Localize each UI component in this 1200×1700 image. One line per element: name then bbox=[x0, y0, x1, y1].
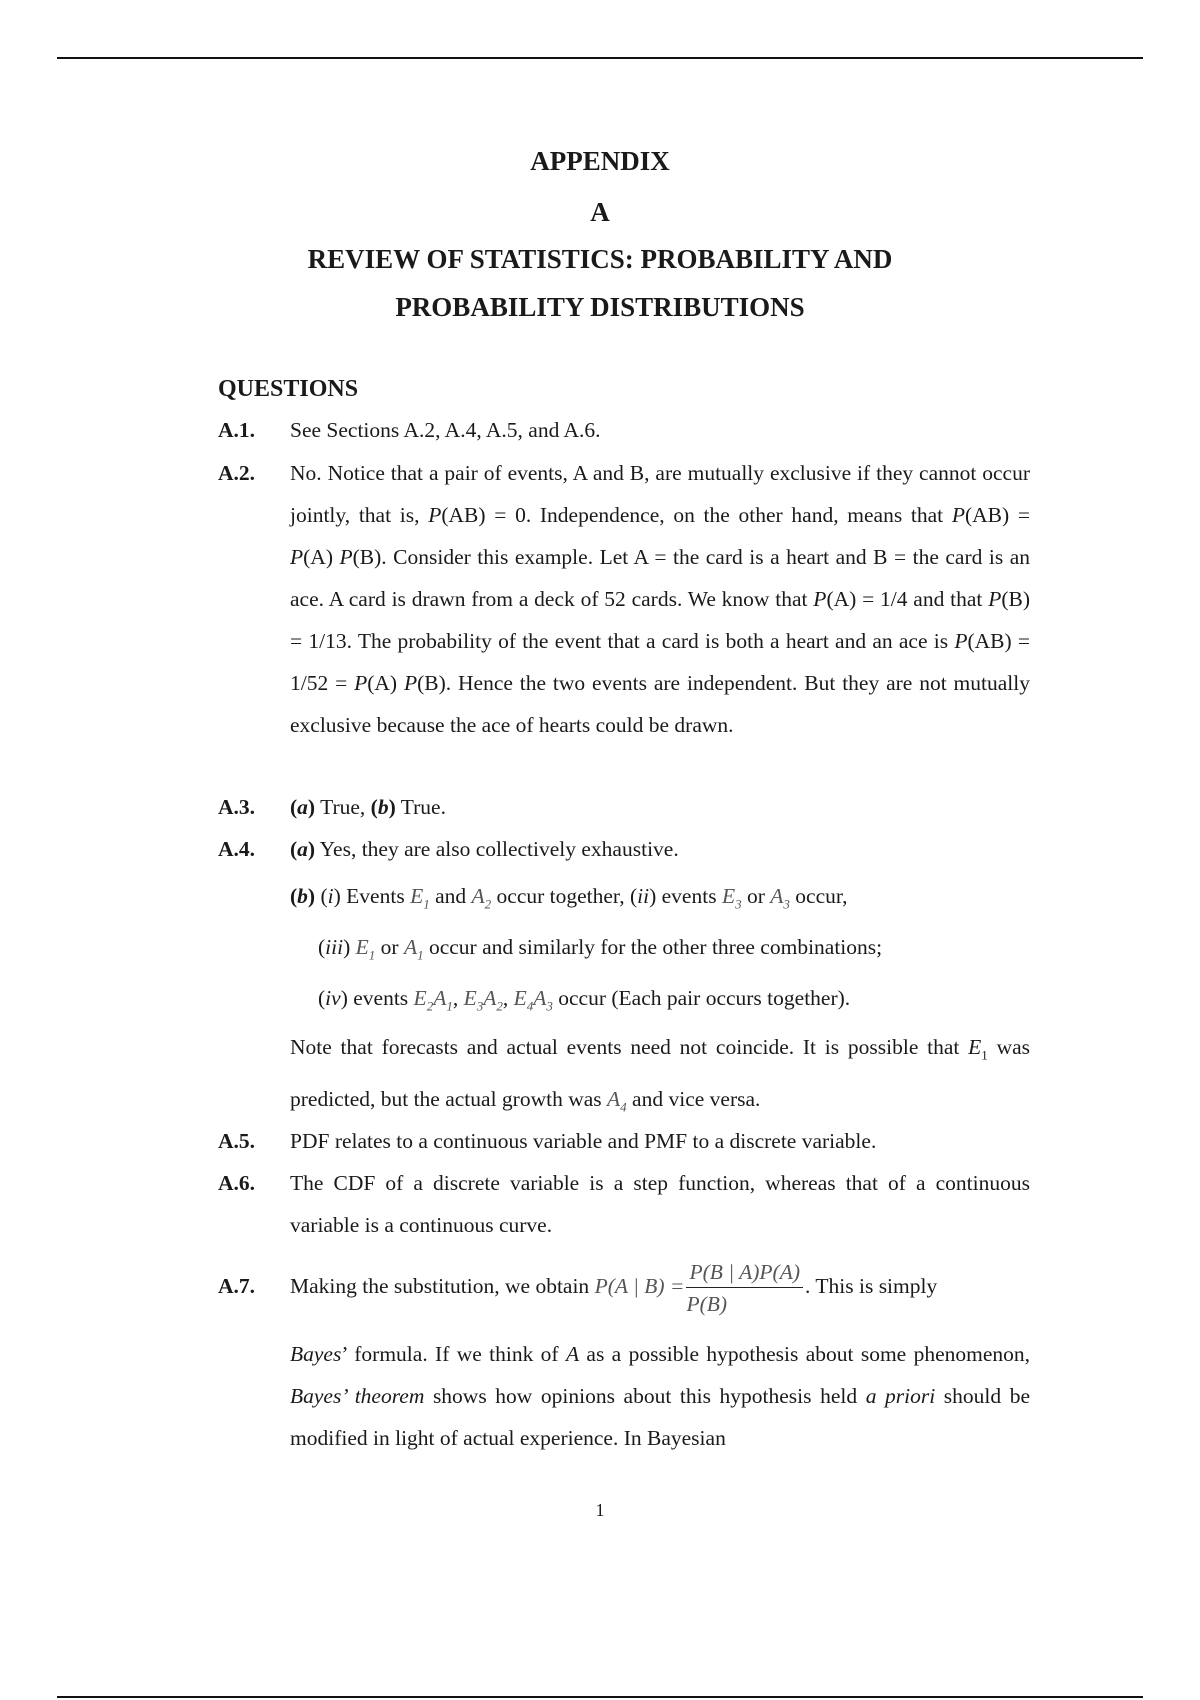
answer-text: PDF relates to a continuous variable and PMF to a discrete variable. bbox=[290, 1129, 877, 1153]
answer-a4 bbox=[218, 828, 1030, 870]
answer-number: A.4. bbox=[218, 837, 256, 861]
answer-a7-first-line bbox=[218, 1256, 1030, 1317]
answer-a3 bbox=[218, 786, 1030, 828]
chapter-title-line-1: REVIEW OF STATISTICS: PROBABILITY AND bbox=[307, 244, 893, 274]
answer-number: A.6. bbox=[218, 1171, 256, 1195]
answer-text: See Sections A.2, A.4, A.5, and A.6. bbox=[290, 418, 601, 442]
answer-a2 bbox=[218, 452, 1030, 746]
answer-text: Making the substitution, we obtain P(A | B) = $\frac{P(B | A)P(A)}{P(B)}$ . This is simply bbox=[290, 1260, 938, 1317]
bayes-fraction: $\frac{P(B | A)P(A)}{P(B)}$ bbox=[686, 1259, 803, 1317]
answer-a4-part-b-line-3: (iv) events $E_2A_1$, $E_3A_2$, $E_4A_3$ occur (Each pair occurs together). bbox=[318, 986, 851, 1014]
chapter-title-line-2: PROBABILITY DISTRIBUTIONS bbox=[395, 292, 805, 322]
answer-number: A.5. bbox=[218, 1129, 256, 1153]
answer-number: A.1. bbox=[218, 418, 256, 442]
answer-number: A.2. bbox=[218, 461, 256, 485]
answer-a5 bbox=[218, 1120, 1030, 1162]
answer-a4-note bbox=[218, 1025, 1030, 1130]
top-rule bbox=[57, 57, 1143, 59]
answer-a4-part-b-line-1: (b) (i) Events $E_1$ and $A_2$ occur together, (ii) events $E_3$ or $A_3$ occur, bbox=[290, 884, 848, 912]
answer-a7-continued bbox=[218, 1333, 1030, 1459]
answer-a1 bbox=[218, 409, 1030, 451]
appendix-letter: A bbox=[590, 197, 610, 227]
answer-text: (a) True, (b) True. bbox=[290, 795, 446, 819]
questions-title: QUESTIONS bbox=[218, 376, 359, 402]
appendix-heading: APPENDIX bbox=[530, 146, 670, 176]
bottom-rule bbox=[57, 1696, 1143, 1698]
answer-note-text: Note that forecasts and actual events need not coincide. It is possible that $E_1$ was predicted, but the actual growth was $A_4$ and vice versa. bbox=[290, 1035, 1030, 1115]
answer-a4-part-b-line-2: (iii) $E_1$ or $A_1$ occur and similarly for the other three combinations; bbox=[318, 935, 883, 963]
answer-a6 bbox=[218, 1162, 1030, 1246]
answer-number: A.3. bbox=[218, 795, 256, 819]
answer-number: A.7. bbox=[218, 1274, 256, 1298]
answer-text: No. Notice that a pair of events, A and B, are mutually exclusive if they cannot occur jointly, that is, P(AB) = 0. Independence, on the other hand, means that P(AB) = P(A) P(B). Consider this example. Let A = the card is a heart and B = the card is an ace. A card is drawn from a deck of 52 cards. We know that P(A) = 1/4 and that P(B) = 1/13. The probability of the event that a card is both a heart and an ace is P(AB) = 1/52 = P(A) P(B). Hence the two events are independent. But they are not mutually exclusive because the ace of hearts could be drawn. bbox=[290, 461, 1031, 737]
page-number: 1 bbox=[595, 1500, 605, 1520]
answer-text-continued: Bayes’ formula. If we think of A as a possible hypothesis about some phenomenon, Bayes’ theorem shows how opinions about this hypothesis held a priori should be modified in light of actual experience. In Bayesian bbox=[290, 1342, 1031, 1450]
answer-text: The CDF of a discrete variable is a step function, whereas that of a continuous variable is a continuous curve. bbox=[290, 1171, 1030, 1237]
answer-text-a: (a) Yes, they are also collectively exhaustive. bbox=[290, 837, 679, 861]
